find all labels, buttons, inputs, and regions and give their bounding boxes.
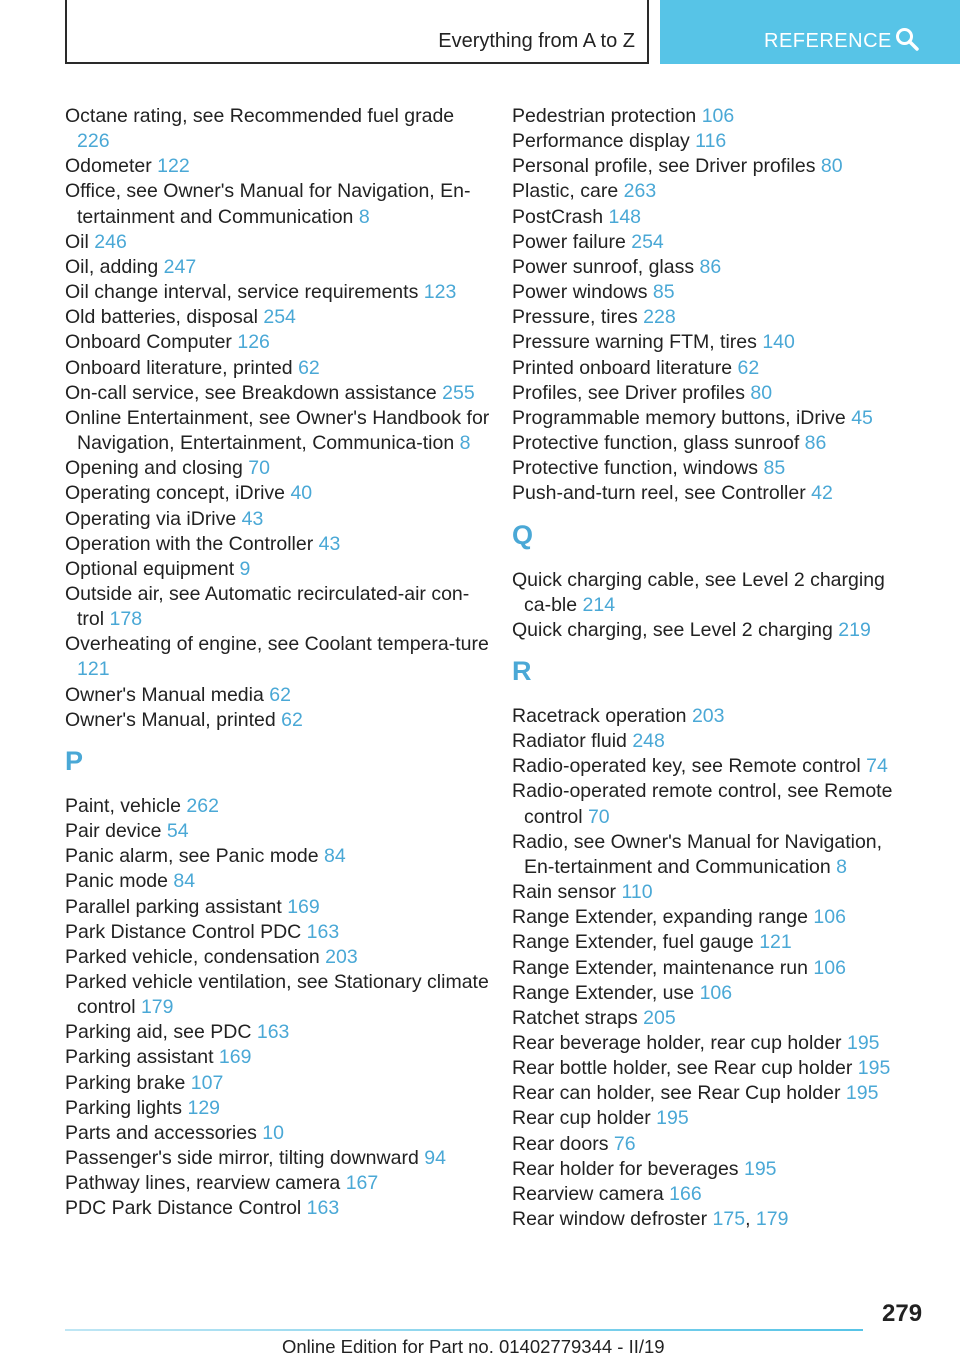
index-entry bbox=[512, 1031, 917, 1056]
index-entry-text: Onboard Computer bbox=[65, 331, 232, 354]
index-entry bbox=[512, 129, 917, 154]
page-reference-link[interactable]: 110 bbox=[621, 881, 653, 904]
index-entry-text: Power windows bbox=[512, 281, 648, 304]
index-entry-text: Push-and-turn reel, see Controller bbox=[512, 482, 806, 505]
index-entry bbox=[65, 255, 490, 280]
index-entry bbox=[65, 895, 490, 920]
index-entry bbox=[65, 1020, 490, 1045]
index-entry-text: PDC Park Distance Control bbox=[65, 1197, 302, 1220]
index-entry bbox=[65, 305, 490, 330]
index-entry-text: Passenger's side mirror, tilting downward bbox=[65, 1147, 419, 1170]
index-entry-text: Odometer bbox=[65, 155, 152, 178]
index-entry-text: Overheating of engine, see Coolant tempera-ture bbox=[65, 633, 489, 656]
index-entry-text: Protective function, windows bbox=[512, 457, 759, 480]
page-reference-link[interactable]: 54 bbox=[166, 820, 189, 843]
index-entry bbox=[512, 1182, 917, 1207]
page-reference-link[interactable]: 179 bbox=[755, 1208, 789, 1231]
header-section-title: Everything from A to Z bbox=[438, 30, 635, 52]
index-entry-text: Owner's Manual media bbox=[65, 683, 264, 706]
index-entry-text: Onboard literature, printed bbox=[65, 356, 293, 379]
index-entry-text: Performance display bbox=[512, 130, 690, 153]
page-reference-link[interactable]: 254 bbox=[631, 230, 664, 253]
page-reference-link[interactable]: 205 bbox=[643, 1006, 676, 1029]
index-entry bbox=[512, 456, 917, 481]
index-entry-text: Pressure, tires bbox=[512, 306, 638, 329]
page-reference-link[interactable]: 62 bbox=[269, 683, 291, 706]
page-reference-link[interactable]: 8 bbox=[459, 432, 471, 455]
index-entry bbox=[512, 481, 917, 506]
index-entry-text: Paint, vehicle bbox=[65, 794, 181, 817]
index-entry-text: Parallel parking assistant bbox=[65, 895, 282, 918]
index-entry bbox=[65, 819, 490, 844]
page-reference-link[interactable]: 163 bbox=[256, 1021, 290, 1044]
index-entry-text: Pedestrian protection bbox=[512, 105, 697, 127]
index-entry bbox=[512, 956, 917, 981]
page-reference-link[interactable]: 123 bbox=[423, 281, 457, 304]
page-reference-link[interactable]: 247 bbox=[163, 255, 197, 278]
index-column-right bbox=[512, 104, 917, 1232]
page-reference-link[interactable]: 45 bbox=[851, 406, 873, 429]
index-entry bbox=[512, 330, 917, 355]
index-entry bbox=[512, 754, 917, 779]
page-reference-link[interactable]: 195 bbox=[846, 1032, 880, 1054]
index-entry-text: Parking aid, see PDC bbox=[65, 1021, 252, 1044]
index-entry-text: Parking assistant bbox=[65, 1046, 214, 1069]
index-entry bbox=[65, 794, 490, 819]
index-entry-text: Radio, see Owner's Manual for Navigation, En-tertainment and Communication bbox=[512, 830, 883, 878]
index-entry-text: Range Extender, fuel gauge bbox=[512, 931, 754, 954]
index-entry bbox=[512, 830, 917, 880]
index-entry bbox=[65, 708, 490, 733]
index-entry bbox=[65, 179, 490, 229]
index-entry bbox=[512, 406, 917, 431]
index-entry-text: Octane rating, see Recommended fuel grade bbox=[65, 105, 455, 127]
page-reference-link[interactable]: 70 bbox=[587, 805, 610, 828]
index-entry-text: Range Extender, expanding range bbox=[512, 906, 808, 929]
index-entry-text: Owner's Manual, printed bbox=[65, 708, 276, 731]
index-entry-text: Rain sensor bbox=[512, 881, 617, 904]
header-reference-label: REFERENCE bbox=[764, 30, 892, 52]
page-reference-link[interactable]: 84 bbox=[324, 845, 346, 868]
footer-edition-text: Online Edition for Part no. 01402779344 - II/19 bbox=[282, 1336, 665, 1357]
index-letter-heading: Q bbox=[512, 519, 534, 550]
index-entry bbox=[65, 1121, 490, 1146]
index-entry bbox=[512, 618, 917, 643]
page-reference-link[interactable]: 179 bbox=[140, 996, 174, 1019]
index-entry-text: Parked vehicle ventilation, see Stationary climate control bbox=[65, 971, 489, 1019]
index-entry bbox=[512, 179, 917, 204]
page-reference-link[interactable]: 203 bbox=[691, 704, 725, 727]
page-reference-link[interactable]: 175 bbox=[712, 1208, 746, 1231]
page-reference-link[interactable]: 126 bbox=[237, 331, 270, 354]
page-reference-link[interactable]: 262 bbox=[186, 794, 219, 817]
index-entry-text: On-call service, see Breakdown assistance bbox=[65, 381, 437, 404]
page-reference-link[interactable]: 40 bbox=[290, 482, 313, 505]
index-entry-text: Rear doors bbox=[512, 1132, 609, 1155]
page-reference-link[interactable]: 80 bbox=[750, 381, 773, 404]
page-reference-link[interactable]: 70 bbox=[248, 457, 270, 480]
index-entry bbox=[512, 230, 917, 255]
index-entry bbox=[65, 844, 490, 869]
index-entry bbox=[65, 230, 490, 255]
page-reference-link[interactable]: 255 bbox=[442, 381, 475, 404]
index-entry bbox=[512, 205, 917, 230]
index-entry bbox=[65, 1071, 490, 1096]
index-entry bbox=[65, 280, 490, 305]
index-entry bbox=[512, 981, 917, 1006]
index-entry-text: Power sunroof, glass bbox=[512, 255, 695, 278]
index-entry-text: Personal profile, see Driver profiles bbox=[512, 155, 816, 178]
index-entry-text: Operation with the Controller bbox=[65, 532, 314, 555]
index-entry-text: Ratchet straps bbox=[512, 1006, 638, 1029]
index-entry bbox=[65, 381, 490, 406]
index-entry bbox=[65, 557, 490, 582]
search-icon[interactable] bbox=[894, 26, 920, 52]
index-entry bbox=[512, 1006, 917, 1031]
index-entry bbox=[65, 1096, 490, 1121]
index-entry-text: Office, see Owner's Manual for Navigation, En-tertainment and Communication bbox=[65, 180, 471, 228]
page-reference-link[interactable]: 219 bbox=[838, 618, 871, 641]
index-entry: Rear window defroster 175, 179 bbox=[512, 1208, 789, 1231]
index-entry bbox=[512, 1106, 917, 1131]
index-entry-text: Pair device bbox=[65, 820, 162, 843]
index-letter-heading: R bbox=[512, 655, 532, 686]
index-entry bbox=[512, 154, 917, 179]
page-reference-link[interactable]: 169 bbox=[287, 895, 320, 918]
index-entry bbox=[65, 869, 490, 894]
page-reference-link[interactable]: 122 bbox=[157, 155, 190, 178]
page-reference-link[interactable]: 195 bbox=[857, 1057, 891, 1080]
index-entry bbox=[65, 632, 490, 682]
page-reference-link[interactable]: 195 bbox=[656, 1107, 689, 1130]
index-entry bbox=[512, 779, 917, 829]
index-entry-text: Outside air, see Automatic recirculated-air con-trol bbox=[65, 582, 470, 631]
page-reference-link[interactable]: 107 bbox=[190, 1071, 224, 1094]
page-reference-link[interactable]: 254 bbox=[263, 306, 296, 329]
page-reference-link[interactable]: 8 bbox=[836, 855, 848, 878]
index-entry bbox=[512, 305, 917, 330]
index-entry-text: Parking lights bbox=[65, 1096, 183, 1119]
page-reference-link[interactable]: 85 bbox=[763, 457, 786, 480]
page-reference-link[interactable]: 178 bbox=[109, 608, 143, 631]
index-entry bbox=[512, 930, 917, 955]
index-entry bbox=[512, 729, 917, 754]
index-entry-text: Range Extender, maintenance run bbox=[512, 956, 808, 979]
index-entry-text: Rear holder for beverages bbox=[512, 1157, 739, 1180]
index-entry bbox=[65, 1045, 490, 1070]
index-entry bbox=[65, 532, 490, 557]
page-reference-link[interactable]: 226 bbox=[77, 130, 110, 153]
page-reference-link[interactable]: 106 bbox=[699, 981, 733, 1004]
index-entry-text: Oil bbox=[65, 230, 89, 253]
index-column-left bbox=[65, 104, 490, 1222]
index-entry-text: Online Entertainment, see Owner's Handbook for Navigation, Entertainment, Communica-tion bbox=[65, 406, 490, 455]
index-entry bbox=[512, 255, 917, 280]
index-entry-text: Optional equipment bbox=[65, 557, 235, 580]
index-entry-text: Rear cup holder bbox=[512, 1107, 651, 1130]
index-entry-text: Parking brake bbox=[65, 1071, 186, 1094]
index-entry bbox=[512, 356, 917, 381]
page-reference-link[interactable]: 76 bbox=[613, 1132, 636, 1155]
page-reference-link[interactable]: 84 bbox=[173, 870, 196, 893]
page-reference-link[interactable]: 94 bbox=[424, 1147, 446, 1170]
index-entry-text: Protective function, glass sunroof bbox=[512, 432, 800, 455]
index-entry bbox=[65, 104, 490, 154]
index-entry-text: Rear bottle holder, see Rear cup holder bbox=[512, 1057, 853, 1080]
index-entry-text: Rearview camera bbox=[512, 1182, 664, 1205]
index-entry-text: Park Distance Control PDC bbox=[65, 920, 302, 943]
page-reference-link[interactable]: 74 bbox=[866, 755, 888, 778]
page-reference-link[interactable]: 169 bbox=[218, 1046, 252, 1069]
page-reference-link[interactable]: 148 bbox=[608, 205, 642, 228]
index-entry-text: Panic mode bbox=[65, 870, 168, 893]
index-entry-text: Radio-operated remote control, see Remote control bbox=[512, 780, 893, 828]
page-reference-link[interactable]: 263 bbox=[623, 180, 657, 203]
index-entry bbox=[65, 683, 490, 708]
index-entry bbox=[65, 406, 490, 456]
index-entry bbox=[512, 431, 917, 456]
index-entry bbox=[65, 507, 490, 532]
index-entry bbox=[65, 970, 490, 1020]
index-entry bbox=[512, 1157, 917, 1182]
index-letter-heading: P bbox=[65, 745, 84, 776]
index-entry-text: Range Extender, use bbox=[512, 981, 695, 1004]
page-reference-link[interactable]: 129 bbox=[187, 1096, 221, 1119]
index-entry bbox=[512, 1132, 917, 1157]
page-reference-link[interactable]: 163 bbox=[306, 920, 340, 943]
index-entry-text: Operating concept, iDrive bbox=[65, 482, 286, 505]
index-entry bbox=[65, 582, 490, 632]
page-reference-link[interactable]: 62 bbox=[281, 708, 303, 731]
index-entry bbox=[65, 1196, 490, 1221]
index-entry-text: Power failure bbox=[512, 230, 626, 253]
page-reference-link[interactable]: 43 bbox=[318, 532, 341, 555]
index-entry-text: Quick charging cable, see Level 2 charging ca-ble bbox=[512, 568, 885, 616]
page-reference-link[interactable]: 86 bbox=[699, 255, 722, 278]
index-entry bbox=[512, 905, 917, 930]
index-entry bbox=[65, 945, 490, 970]
page-reference-link[interactable]: 8 bbox=[358, 205, 370, 228]
index-entry-text: Operating via iDrive bbox=[65, 507, 237, 530]
index-entry-text: Quick charging, see Level 2 charging bbox=[512, 618, 833, 641]
page-reference-link[interactable]: 246 bbox=[94, 230, 127, 253]
index-entry bbox=[512, 280, 917, 305]
page-reference-link[interactable]: 106 bbox=[813, 906, 846, 929]
index-entry-text: Pathway lines, rearview camera bbox=[65, 1172, 341, 1195]
index-entry-text: Parked vehicle, condensation bbox=[65, 945, 320, 968]
footer-divider bbox=[65, 1329, 863, 1331]
index-entry-text: Oil change interval, service requirements bbox=[65, 281, 419, 304]
index-entry bbox=[512, 704, 917, 729]
index-entry-text: Printed onboard literature bbox=[512, 356, 733, 379]
page-reference-link[interactable]: 140 bbox=[762, 331, 795, 354]
page-reference-link[interactable]: 43 bbox=[241, 507, 264, 530]
page-reference-link[interactable]: 203 bbox=[325, 945, 358, 968]
index-entry bbox=[65, 481, 490, 506]
page-reference-link[interactable]: 167 bbox=[345, 1172, 379, 1195]
index-entry-text: Panic alarm, see Panic mode bbox=[65, 845, 319, 868]
index-entry bbox=[512, 104, 917, 129]
index-entry-text: Old batteries, disposal bbox=[65, 306, 258, 329]
index-entry-text: Parts and accessories bbox=[65, 1121, 257, 1144]
page-reference-link[interactable]: 10 bbox=[262, 1121, 284, 1144]
index-entry bbox=[65, 456, 490, 481]
page-reference-link[interactable]: 106 bbox=[813, 956, 846, 979]
page-reference-link[interactable]: 116 bbox=[695, 130, 727, 153]
page-reference-link[interactable]: 121 bbox=[77, 658, 110, 681]
page-reference-link[interactable]: 166 bbox=[669, 1182, 702, 1205]
index-entry-text: Racetrack operation bbox=[512, 704, 687, 727]
index-entry-text: Programmable memory buttons, iDrive bbox=[512, 406, 846, 429]
index-entry-text: Radiator fluid bbox=[512, 730, 627, 753]
index-entry bbox=[512, 1056, 917, 1081]
page-reference-link[interactable]: 62 bbox=[298, 356, 320, 379]
page-reference-link[interactable]: 42 bbox=[811, 482, 833, 505]
index-entry bbox=[65, 356, 490, 381]
index-entry bbox=[512, 880, 917, 905]
index-entry-text: Pressure warning FTM, tires bbox=[512, 331, 757, 354]
index-entry-text: Rear can holder, see Rear Cup holder bbox=[512, 1082, 841, 1105]
index-entry-text: Opening and closing bbox=[65, 457, 243, 480]
page-reference-link[interactable]: 163 bbox=[306, 1197, 340, 1220]
page-reference-link[interactable]: 121 bbox=[759, 931, 792, 954]
page-reference-link[interactable]: 195 bbox=[743, 1157, 777, 1180]
index-entry bbox=[65, 154, 490, 179]
page-reference-link[interactable]: 248 bbox=[632, 730, 665, 753]
index-entry-text: Rear beverage holder, rear cup holder bbox=[512, 1032, 842, 1054]
index-entry bbox=[512, 1081, 917, 1106]
page-number: 279 bbox=[882, 1300, 923, 1327]
page-reference-link[interactable]: 9 bbox=[239, 557, 251, 580]
index-entry bbox=[65, 1171, 490, 1196]
index-entry-text: Plastic, care bbox=[512, 180, 619, 203]
page-reference-link[interactable]: 85 bbox=[652, 281, 675, 304]
page-reference-link[interactable]: 106 bbox=[701, 105, 735, 127]
index-entry-text: Oil, adding bbox=[65, 255, 159, 278]
page-reference-link[interactable]: 62 bbox=[737, 356, 760, 379]
page-reference-link[interactable]: 228 bbox=[643, 306, 676, 329]
index-entry bbox=[65, 1146, 490, 1171]
index-entry bbox=[65, 920, 490, 945]
page-reference-link[interactable]: 80 bbox=[820, 155, 843, 178]
index-entry bbox=[512, 568, 917, 618]
index-entry bbox=[512, 381, 917, 406]
page-reference-link[interactable]: 86 bbox=[804, 432, 827, 455]
index-entry-text: PostCrash bbox=[512, 205, 604, 228]
header-section-box bbox=[65, 0, 649, 64]
index-entry-text: Profiles, see Driver profiles bbox=[512, 381, 745, 404]
index-entry-text: Rear window defroster bbox=[512, 1208, 708, 1231]
index-entry-text: Radio-operated key, see Remote control bbox=[512, 755, 861, 778]
page-reference-link[interactable]: 214 bbox=[582, 593, 616, 616]
page-reference-link[interactable]: 195 bbox=[845, 1082, 879, 1105]
header-reference-tab[interactable] bbox=[660, 0, 960, 64]
index-entry bbox=[65, 330, 490, 355]
